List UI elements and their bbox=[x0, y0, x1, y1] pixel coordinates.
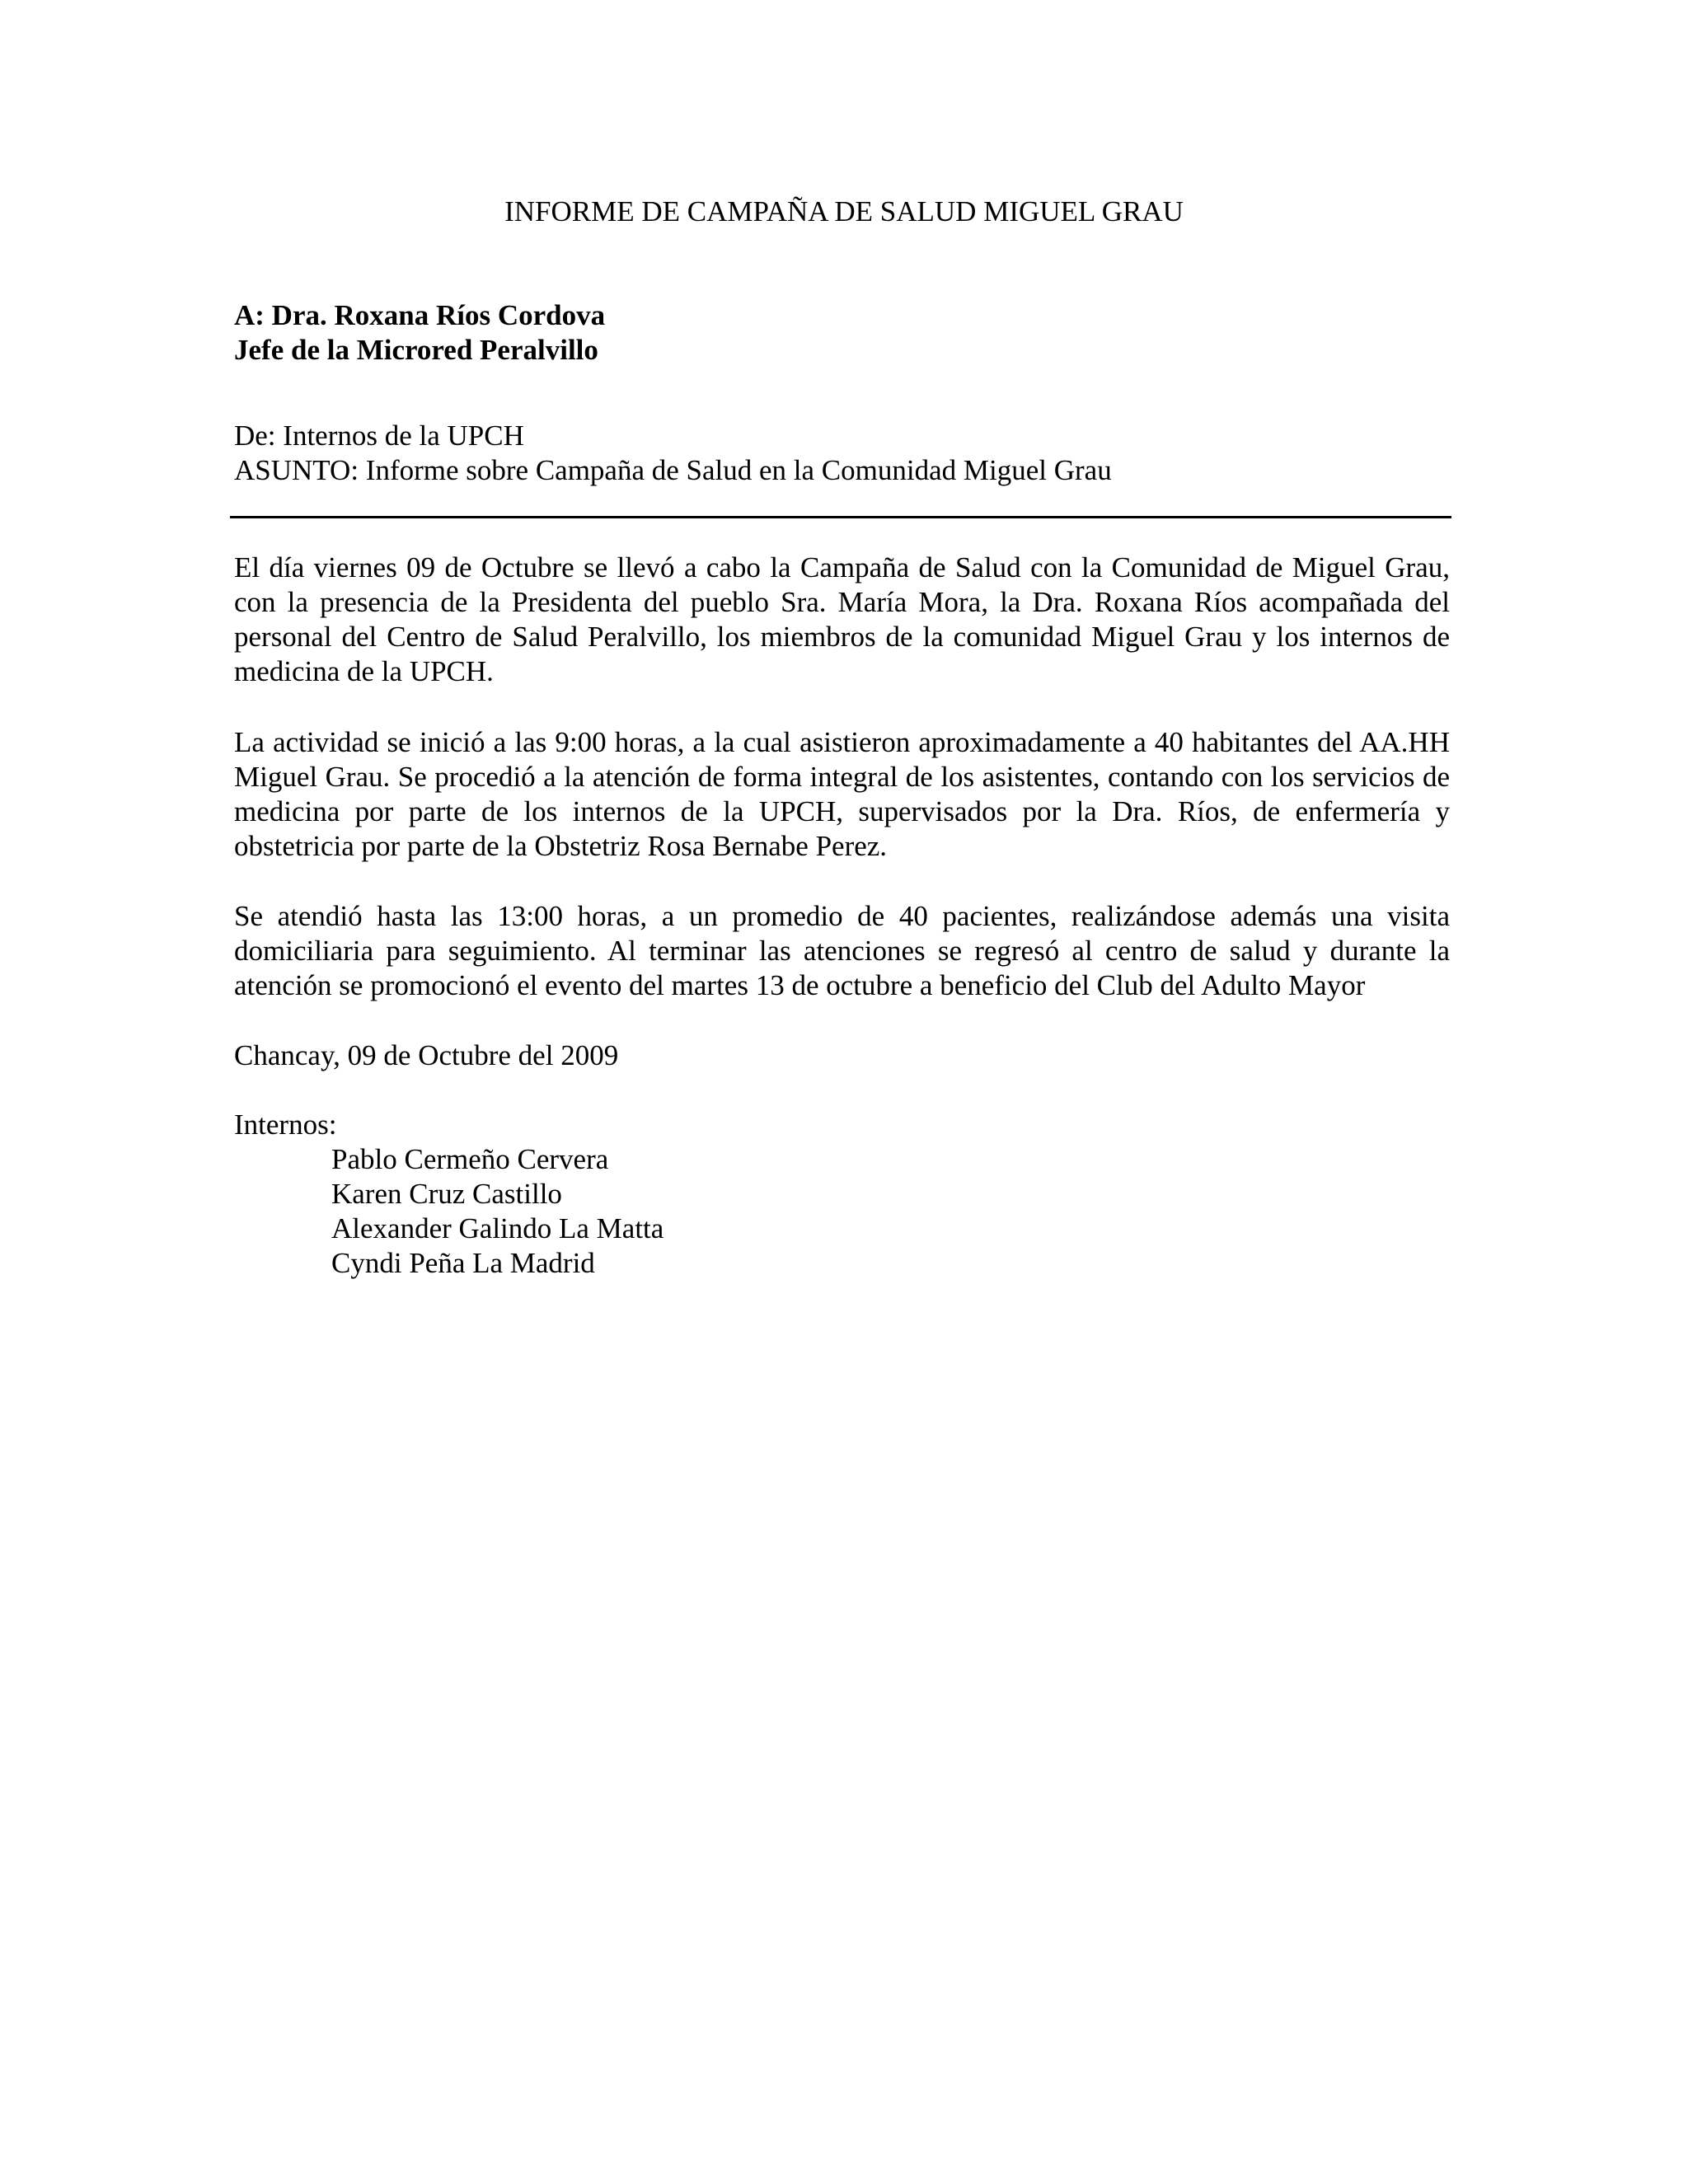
subject-line: ASUNTO: Informe sobre Campaña de Salud en la Comunidad Miguel Grau bbox=[234, 454, 1112, 486]
body-paragraph-2: La actividad se inició a las 9:00 horas, a la cual asistieron aproximadamente a 40 habitantes del AA.HH Miguel Grau. Se procedió a la atención de forma integral de los asistentes, contando con los servicios de medicina por parte de los internos de la UPCH, supervisados por la Dra. Ríos, de enfermería y obstetricia por parte de la Obstetriz Rosa Bernabe Perez. bbox=[234, 726, 1450, 862]
sender-block bbox=[234, 419, 1450, 488]
intern-name: Karen Cruz Castillo bbox=[331, 1178, 562, 1210]
recipient-block bbox=[234, 298, 1450, 368]
place-date-line: Chancay, 09 de Octubre del 2009 bbox=[234, 1039, 619, 1071]
recipient-position: Jefe de la Microred Peralvillo bbox=[234, 334, 598, 366]
body-paragraph-1: El día viernes 09 de Octubre se llevó a cabo la Campaña de Salud con la Comunidad de Miguel Grau, con la presencia de la Presidenta del pueblo Sra. María Mora, la Dra. Roxana Ríos acompañada del personal del Centro de Salud Peralvillo, los miembros de la comunidad Miguel Grau y los internos de medicina de la UPCH. bbox=[234, 551, 1450, 687]
body-paragraph-3: Se atendió hasta las 13:00 horas, a un promedio de 40 pacientes, realizándose además una visita domiciliaria para seguimiento. Al terminar las atenciones se regresó al centro de salud y durante la atención se promocionó el evento del martes 13 de octubre a beneficio del Club del Adulto Mayor bbox=[234, 900, 1450, 1001]
intern-name: Pablo Cermeño Cervera bbox=[331, 1143, 609, 1175]
interns-list bbox=[331, 1142, 663, 1281]
document-title: INFORME DE CAMPAÑA DE SALUD MIGUEL GRAU bbox=[504, 195, 1184, 227]
recipient-name: A: Dra. Roxana Ríos Cordova bbox=[234, 299, 606, 331]
header-divider bbox=[230, 516, 1451, 518]
intern-name: Cyndi Peña La Madrid bbox=[331, 1247, 595, 1279]
sender-line: De: Internos de la UPCH bbox=[234, 419, 524, 452]
interns-heading: Internos: bbox=[234, 1108, 337, 1141]
intern-name: Alexander Galindo La Matta bbox=[331, 1212, 664, 1244]
